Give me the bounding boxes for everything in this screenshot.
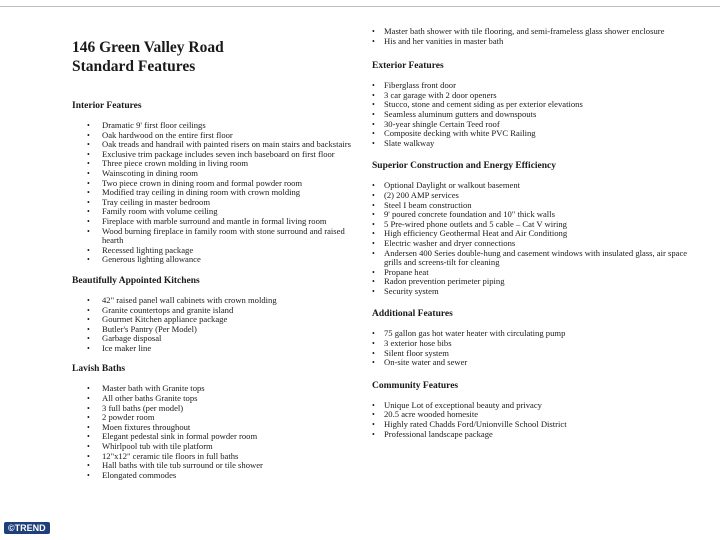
section-title-baths: Lavish Baths (72, 364, 126, 375)
list-item: • Steel I beam construction (372, 201, 692, 211)
section-title-exterior: Exterior Features (372, 61, 444, 72)
list-item: • Propane heat (372, 268, 692, 278)
list-item: • 5 Pre-wired phone outlets and 5 cable – Cat V wiring (372, 220, 692, 230)
list-item: • Seamless aluminum gutters and downspouts (372, 110, 692, 120)
list-item: • Electric washer and dryer connections (372, 239, 692, 249)
section-title-interior: Interior Features (72, 101, 142, 111)
list-item: • Fireplace with marble surround and mantle in formal living room (72, 217, 352, 227)
list-item: • Tray ceiling in master bedroom (72, 198, 352, 208)
list-item: • Three piece crown molding in living room (72, 159, 352, 169)
list-item: • Butler's Pantry (Per Model) (72, 325, 352, 335)
list-item: • Garbage disposal (72, 334, 352, 344)
list-item: • Professional landscape package (372, 430, 692, 440)
trend-watermark: ©TREND (4, 522, 50, 534)
list-item: • (2) 200 AMP services (372, 191, 692, 201)
list-item: • Composite decking with white PVC Railing (372, 129, 692, 139)
community-features-list (372, 401, 692, 439)
list-item: • High efficiency Geothermal Heat and Air Conditiong (372, 229, 692, 239)
list-item: • Wainscoting in dining room (72, 169, 352, 179)
list-item: • Fiberglass front door (372, 81, 692, 91)
section-title-construction: Superior Construction and Energy Efficiency (372, 161, 557, 172)
list-item: • 3 exterior hose bibs (372, 339, 692, 349)
additional-features-list (372, 329, 692, 367)
list-item: • Master bath with Granite tops (72, 384, 352, 394)
list-item: • 75 gallon gas hot water heater with circulating pump (372, 329, 692, 339)
list-item: • Optional Daylight or walkout basement (372, 181, 692, 191)
list-item: • Whirlpool tub with tile platform (72, 442, 352, 452)
list-item: • 42" raised panel wall cabinets with crown molding (72, 296, 352, 306)
list-item: • 3 car garage with 2 door openers (372, 91, 692, 101)
list-item: • Modified tray ceiling in dining room with crown molding (72, 188, 352, 198)
list-item: • Recessed lighting package (72, 246, 352, 256)
list-item: • 30-year shingle Certain Teed roof (372, 120, 692, 130)
list-item: • Oak treads and handrail with painted risers on main stairs and backstairs (72, 140, 352, 150)
list-item: • Dramatic 9' first floor ceilings (72, 121, 352, 131)
list-item: • Wood burning fireplace in family room with stone surround and raised hearth (72, 227, 352, 246)
bath-continued-list (372, 27, 692, 46)
list-item: • Radon prevention perimeter piping (372, 277, 692, 287)
list-item: • Elegant pedestal sink in formal powder room (72, 432, 352, 442)
list-item: • Generous lighting allowance (72, 255, 352, 265)
list-item: • Hall baths with tile tub surround or tile shower (72, 461, 352, 471)
list-item: • All other baths Granite tops (72, 394, 352, 404)
section-title-additional: Additional Features (372, 309, 453, 320)
list-item: • 9' poured concrete foundation and 10" thick walls (372, 210, 692, 220)
list-item: • Stucco, stone and cement siding as per exterior elevations (372, 100, 692, 110)
list-item: • Granite countertops and granite island (72, 306, 352, 316)
list-item: • His and her vanities in master bath (372, 37, 692, 47)
list-item: • 20.5 acre wooded homesite (372, 410, 692, 420)
list-item: • Unique Lot of exceptional beauty and privacy (372, 401, 692, 411)
list-item: • Silent floor system (372, 349, 692, 359)
section-title-kitchens: Beautifully Appointed Kitchens (72, 275, 200, 286)
list-item: • Moen fixtures throughout (72, 423, 352, 433)
list-item: • Slate walkway (372, 139, 692, 149)
kitchen-features-list (72, 296, 352, 354)
list-item: • Security system (372, 287, 692, 297)
exterior-features-list (372, 81, 692, 148)
page-title-line-1: 146 Green Valley Road (72, 39, 224, 56)
top-border-line (0, 6, 720, 7)
list-item: • Ice maker line (72, 344, 352, 354)
right-column (372, 27, 692, 439)
list-item: • Elongated commodes (72, 471, 352, 481)
list-item: • Exclusive trim package includes seven inch baseboard on first floor (72, 150, 352, 160)
left-column (72, 38, 352, 480)
list-item: • 3 full baths (per model) (72, 404, 352, 414)
list-item: • Master bath shower with tile flooring, and semi-frameless glass shower enclosure (372, 27, 692, 37)
bath-features-list (72, 384, 352, 480)
list-item: • 2 powder room (72, 413, 352, 423)
list-item: • Gourmet Kitchen appliance package (72, 315, 352, 325)
section-title-community: Community Features (372, 380, 459, 391)
interior-features-list (72, 121, 352, 265)
list-item: • Family room with volume ceiling (72, 207, 352, 217)
list-item: • On-site water and sewer (372, 358, 692, 368)
list-item: • 12"x12" ceramic tile floors in full baths (72, 452, 352, 462)
construction-features-list (372, 181, 692, 296)
list-item: • Two piece crown in dining room and formal powder room (72, 179, 352, 189)
list-item: • Highly rated Chadds Ford/Unionville School District (372, 420, 692, 430)
list-item: • Andersen 400 Series double-hung and casement windows with insulated glass, air space grills and screens-tilt for cleaning (372, 249, 692, 268)
list-item: • Oak hardwood on the entire first floor (72, 131, 352, 141)
page-title-line-2: Standard Features (72, 58, 196, 75)
